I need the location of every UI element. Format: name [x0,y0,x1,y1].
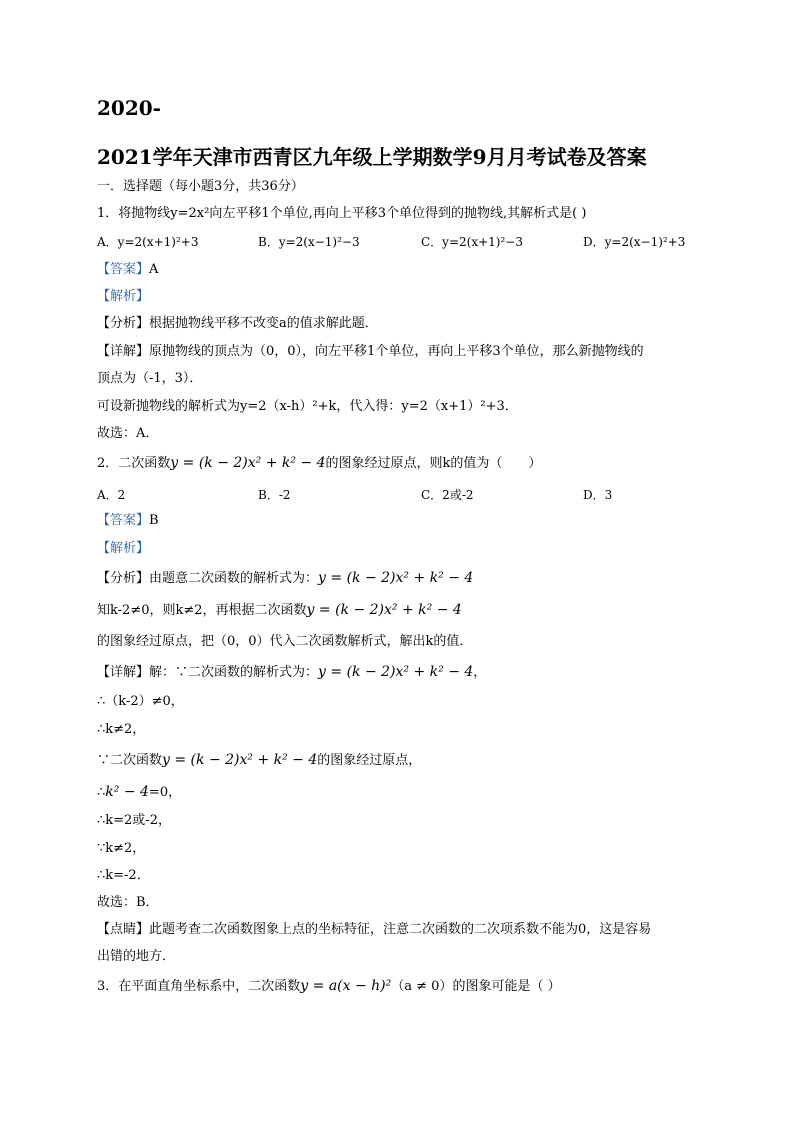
q2-step-2: ∴k≠2， [97,722,146,737]
q2-fenxi [97,569,473,588]
answer-value: A [149,262,159,277]
q2-step-3 [97,751,421,770]
fenxi-formula: y = (k − 2)x² + k² − 4 [318,570,474,586]
q2-step-1: ∴（k-2）≠0， [97,694,184,709]
xiangjie-text: 解：∵二次函数的解析式为： [149,665,319,680]
q2-option-b: B．-2 [258,488,291,502]
q2-analysis-label: 【解析】 [97,541,150,556]
step4-formula: k² − 4 [105,784,149,800]
answer-value: B [149,513,159,528]
q1-stem: 1．将抛物线y=2x²向左平移1个单位,再向上平移3个单位得到的抛物线,其解析式是( ) [97,206,587,221]
fenxi-line2-text: 知k-2≠0，则k≠2，再根据二次函数 [97,603,307,618]
xiangjie-text: 原抛物线的顶点为（0，0），向左平移1个单位，再向上平移3个单位，那么新抛物线的 [149,344,644,359]
q2-step-5: ∴k=2或-2， [97,813,171,828]
q2-option-a: A．2 [97,488,126,502]
q2-option-d: D．3 [583,488,613,502]
q2-stem-pre: 2．二次函数 [97,456,171,471]
q1-choose: 故选：A． [97,426,159,441]
fenxi-label: 【分析】 [97,316,150,331]
q2-fenxi-2 [97,601,462,620]
q2-step-4 [97,783,181,802]
doc-title-line1: 2020- [97,96,161,120]
q2-stem-post: 的图象经过原点，则k的值为（ ） [325,456,542,471]
step3-post: 的图象经过原点， [317,753,422,768]
dianjing-label: 【点睛】 [97,922,150,937]
q1-option-b: B．y=2(x−1)²−3 [258,235,360,249]
q2-dianjing-2: 出错的地方． [97,949,176,964]
q1-analysis-label: 【解析】 [97,289,150,304]
fenxi-label: 【分析】 [97,571,150,586]
step4-pre: ∴ [97,785,106,800]
q3-stem [97,977,561,996]
q1-option-a: A．y=2(x+1)²+3 [97,235,199,249]
answer-label: 【答案】 [97,262,150,277]
q2-step-7: ∴k=-2． [97,868,150,883]
q1-xiangjie-2: 顶点为（-1，3）． [97,371,203,386]
xiangjie-post: ， [473,665,487,680]
q3-condition: （a ≠ 0） [391,979,453,994]
q2-option-c: C．2或-2 [421,488,474,502]
q1-option-d: D．y=2(x−1)²+3 [583,235,686,249]
answer-label: 【答案】 [97,513,150,528]
q2-fenxi-3: 的图象经过原点，把（0，0）代入二次函数解析式，解出k的值． [97,634,473,649]
q3-stem-post: 的图象可能是（ ） [452,979,561,994]
q1-answer [97,261,158,279]
q3-formula: y = a(x − h)² [300,978,392,994]
step3-pre: ∵二次函数 [97,753,163,768]
fenxi-line2-formula: y = (k − 2)x² + k² − 4 [306,602,462,618]
q2-step-6: ∵k≠2， [97,841,146,856]
fenxi-text: 根据抛物线平移不改变a的值求解此题． [149,316,378,331]
q2-formula: y = (k − 2)x² + k² − 4 [170,455,326,471]
step3-formula: y = (k − 2)x² + k² − 4 [162,752,318,768]
section-heading: 一．选择题（每小题3分，共36分） [97,179,304,194]
q3-stem-pre: 3．在平面直角坐标系中，二次函数 [97,979,301,994]
fenxi-text: 由题意二次函数的解析式为： [149,571,319,586]
dianjing-text: 此题考查二次函数图象上点的坐标特征，注意二次函数的二次项系数不能为0，这是容易 [149,922,652,937]
step4-post: =0， [148,785,182,800]
q2-xiangjie [97,663,486,682]
q1-xiangjie-1 [97,343,644,361]
q2-dianjing-1 [97,921,651,939]
q2-answer [97,512,159,530]
q1-option-c: C．y=2(x+1)²−3 [421,235,523,249]
xiangjie-formula: y = (k − 2)x² + k² − 4 [318,664,474,680]
q1-fenxi [97,315,378,333]
q1-xiangjie-3: 可设新抛物线的解析式为y=2（x-h）²+k，代入得：y=2（x+1）²+3． [97,399,518,414]
xiangjie-label: 【详解】 [97,665,150,680]
doc-title-line2: 2021学年天津市西青区九年级上学期数学9月月考试卷及答案 [97,145,647,169]
q2-stem [97,454,541,473]
q2-choose: 故选：B． [97,895,159,910]
xiangjie-label: 【详解】 [97,344,150,359]
